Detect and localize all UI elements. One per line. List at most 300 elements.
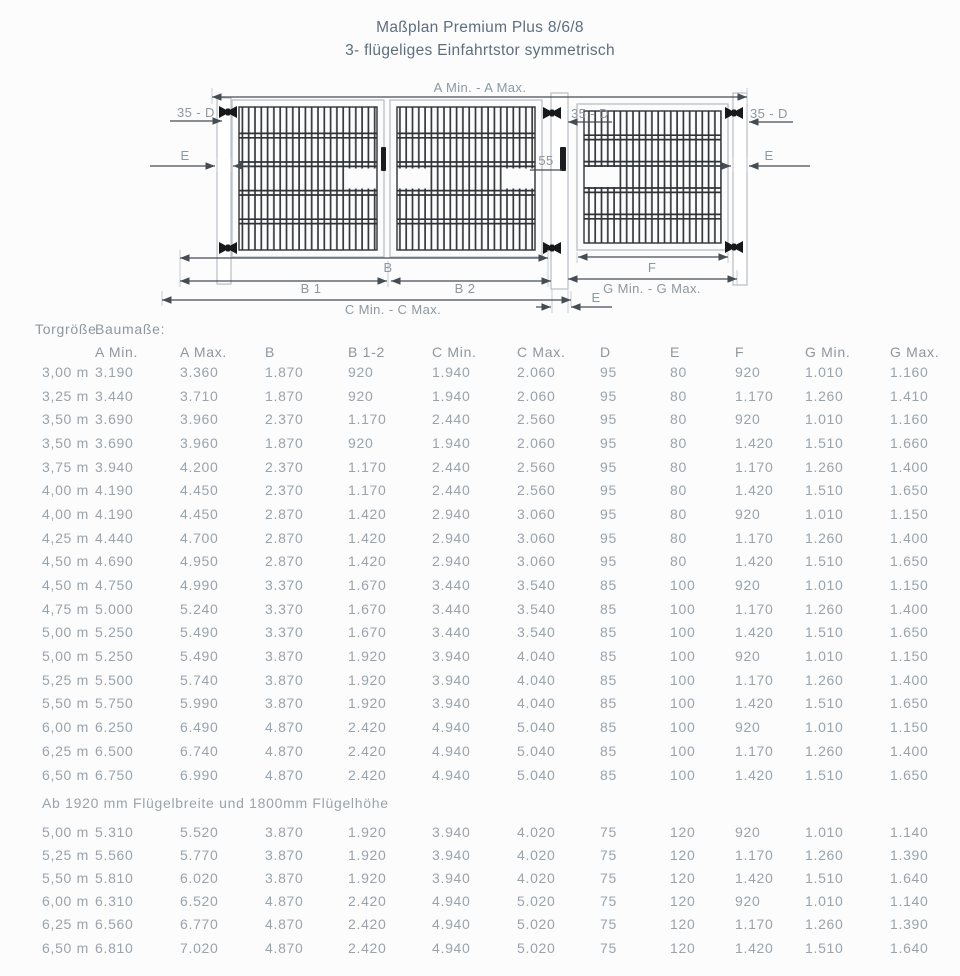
row-value: 95: [600, 411, 617, 428]
column-header: E: [670, 343, 681, 360]
table-row: [42, 739, 950, 763]
row-value: 1.870: [265, 363, 304, 380]
row-size: 3,50 m: [42, 411, 89, 428]
row-value: 2.420: [348, 916, 387, 933]
row-value: 1.010: [805, 577, 844, 594]
row-value: 4.020: [517, 869, 556, 886]
table-row: [42, 644, 950, 668]
row-value: 2.060: [517, 363, 556, 380]
column-header: D: [600, 343, 611, 360]
row-size: 4,00 m: [42, 482, 89, 499]
row-value: 100: [670, 600, 696, 617]
dim-label-e-bottom: E: [591, 290, 601, 305]
row-value: 2.940: [432, 529, 471, 546]
section-note: Ab 1920 mm Flügelbreite und 1800mm Flügelhöhe: [42, 795, 389, 811]
row-value: 1.170: [735, 671, 774, 688]
row-value: 80: [670, 387, 687, 404]
row-value: 1.920: [348, 823, 387, 840]
row-size: 6,25 m: [42, 742, 89, 759]
lock-gap: [398, 169, 428, 189]
row-value: 3.690: [95, 434, 134, 451]
row-value: 1.010: [805, 505, 844, 522]
header-torgroesse: Torgröße: [35, 321, 97, 337]
row-value: 3.710: [180, 387, 219, 404]
dim-label-55: 55: [538, 153, 554, 168]
gate-leaf: [232, 100, 384, 257]
row-value: 1.510: [805, 624, 844, 641]
row-value: 1.260: [805, 742, 844, 759]
column-header: A Max.: [180, 343, 227, 360]
table-row: [42, 573, 950, 597]
row-value: 3.940: [432, 823, 471, 840]
row-value: 1.390: [890, 916, 929, 933]
row-value: 1.640: [890, 939, 929, 956]
row-value: 4.940: [432, 766, 471, 783]
row-value: 85: [600, 695, 617, 712]
table-row: [42, 936, 950, 959]
row-value: 4.940: [432, 893, 471, 910]
row-size: 3,75 m: [42, 458, 89, 475]
row-value: 1.400: [890, 600, 929, 617]
row-value: 5.040: [517, 719, 556, 736]
row-value: 920: [735, 411, 761, 428]
row-value: 1.260: [805, 916, 844, 933]
row-value: 1.170: [735, 846, 774, 863]
row-value: 4.870: [265, 916, 304, 933]
row-value: 1.420: [735, 434, 774, 451]
row-value: 3.940: [432, 695, 471, 712]
dim-label-d-right: 35 - D: [750, 106, 788, 121]
row-value: 3.870: [265, 823, 304, 840]
row-value: 6.770: [180, 916, 219, 933]
row-value: 1.170: [348, 411, 387, 428]
row-value: 1.510: [805, 766, 844, 783]
row-value: 80: [670, 411, 687, 428]
column-header: B: [265, 343, 276, 360]
row-value: 3.370: [265, 577, 304, 594]
row-value: 80: [670, 529, 687, 546]
column-header: G Max.: [890, 343, 940, 360]
row-size: 4,75 m: [42, 600, 89, 617]
row-value: 2.060: [517, 387, 556, 404]
row-size: 3,25 m: [42, 387, 89, 404]
row-value: 2.420: [348, 742, 387, 759]
row-value: 2.560: [517, 482, 556, 499]
row-value: 3.440: [95, 387, 134, 404]
row-value: 1.170: [735, 742, 774, 759]
table-row: [42, 360, 950, 384]
gate-post: [733, 93, 747, 285]
row-value: 5.240: [180, 600, 219, 617]
row-value: 1.170: [348, 458, 387, 475]
row-size: 5,25 m: [42, 846, 89, 863]
row-value: 75: [600, 916, 617, 933]
table-row: [42, 478, 950, 502]
table-row: [42, 763, 950, 787]
row-value: 3.360: [180, 363, 219, 380]
row-value: 4.940: [432, 916, 471, 933]
row-value: 1.650: [890, 766, 929, 783]
row-value: 2.560: [517, 458, 556, 475]
row-value: 3.940: [95, 458, 134, 475]
row-size: 6,00 m: [42, 893, 89, 910]
row-value: 1.170: [348, 482, 387, 499]
row-value: 3.940: [432, 671, 471, 688]
row-value: 1.940: [432, 387, 471, 404]
row-value: 2.870: [265, 529, 304, 546]
row-value: 2.940: [432, 553, 471, 570]
row-value: 5.990: [180, 695, 219, 712]
row-value: 5.020: [517, 893, 556, 910]
row-value: 920: [735, 823, 761, 840]
row-value: 1.510: [805, 939, 844, 956]
row-value: 1.920: [348, 671, 387, 688]
row-value: 5.040: [517, 742, 556, 759]
row-size: 5,25 m: [42, 671, 89, 688]
table-row: [42, 431, 950, 455]
row-value: 5.490: [180, 648, 219, 665]
column-header: A Min.: [95, 343, 139, 360]
row-value: 1.420: [735, 553, 774, 570]
row-value: 1.940: [432, 434, 471, 451]
row-value: 1.170: [735, 916, 774, 933]
row-value: 1.940: [432, 363, 471, 380]
row-value: 85: [600, 648, 617, 665]
row-value: 1.870: [265, 387, 304, 404]
table-row: [42, 692, 950, 716]
row-value: 3.370: [265, 624, 304, 641]
row-value: 4.040: [517, 671, 556, 688]
row-value: 1.150: [890, 648, 929, 665]
table-section-1: [42, 360, 950, 786]
row-value: 6.750: [95, 766, 134, 783]
row-value: 1.510: [805, 434, 844, 451]
table-row: [42, 668, 950, 692]
row-value: 5.040: [517, 766, 556, 783]
row-value: 5.250: [95, 624, 134, 641]
row-value: 1.920: [348, 695, 387, 712]
row-value: 4.950: [180, 553, 219, 570]
table-row: [42, 913, 950, 936]
row-value: 6.490: [180, 719, 219, 736]
row-value: 3.060: [517, 553, 556, 570]
row-value: 1.920: [348, 846, 387, 863]
row-value: 1.140: [890, 893, 929, 910]
row-value: 1.400: [890, 458, 929, 475]
lock-gap: [504, 169, 534, 189]
row-value: 2.440: [432, 458, 471, 475]
row-value: 3.540: [517, 577, 556, 594]
row-value: 1.010: [805, 893, 844, 910]
row-size: 6,25 m: [42, 916, 89, 933]
gate-leaf: [577, 104, 728, 250]
row-size: 4,00 m: [42, 505, 89, 522]
table-row: [42, 597, 950, 621]
row-value: 5.810: [95, 869, 134, 886]
row-value: 3.940: [432, 846, 471, 863]
row-value: 1.670: [348, 577, 387, 594]
dim-label-e-left: E: [180, 148, 190, 163]
row-value: 1.420: [735, 482, 774, 499]
row-size: 3,00 m: [42, 363, 89, 380]
table-row: [42, 384, 950, 408]
row-value: 3.190: [95, 363, 134, 380]
row-value: 6.500: [95, 742, 134, 759]
row-value: 3.440: [432, 624, 471, 641]
row-value: 3.060: [517, 529, 556, 546]
row-value: 100: [670, 624, 696, 641]
row-value: 1.650: [890, 695, 929, 712]
row-size: 4,50 m: [42, 553, 89, 570]
row-value: 2.560: [517, 411, 556, 428]
row-value: 100: [670, 742, 696, 759]
row-value: 4.940: [432, 742, 471, 759]
gate-latch: [560, 147, 566, 171]
row-value: 75: [600, 846, 617, 863]
column-header: B 1-2: [348, 343, 385, 360]
gate-post: [217, 98, 231, 284]
row-value: 2.440: [432, 482, 471, 499]
row-value: 5.740: [180, 671, 219, 688]
row-value: 120: [670, 869, 696, 886]
row-value: 1.150: [890, 719, 929, 736]
row-value: 75: [600, 893, 617, 910]
row-value: 1.870: [265, 434, 304, 451]
dim-label-e-right: E: [764, 148, 774, 163]
row-value: 4.870: [265, 939, 304, 956]
row-value: 1.420: [348, 553, 387, 570]
row-value: 6.990: [180, 766, 219, 783]
row-value: 1.510: [805, 482, 844, 499]
row-value: 2.370: [265, 482, 304, 499]
row-value: 4.870: [265, 742, 304, 759]
row-value: 3.870: [265, 648, 304, 665]
row-value: 80: [670, 482, 687, 499]
row-value: 4.020: [517, 823, 556, 840]
row-value: 1.510: [805, 553, 844, 570]
row-value: 2.940: [432, 505, 471, 522]
row-value: 1.010: [805, 648, 844, 665]
row-value: 1.010: [805, 823, 844, 840]
dim-label-b2: B 2: [454, 281, 476, 296]
row-value: 75: [600, 823, 617, 840]
column-header: C Max.: [517, 343, 566, 360]
row-value: 5.750: [95, 695, 134, 712]
row-value: 100: [670, 719, 696, 736]
row-value: 1.420: [735, 695, 774, 712]
dim-label-d-left: 35 - D: [177, 105, 215, 120]
row-value: 2.420: [348, 766, 387, 783]
row-value: 4.870: [265, 893, 304, 910]
row-value: 1.150: [890, 505, 929, 522]
row-value: 5.250: [95, 648, 134, 665]
table-row: [42, 820, 950, 843]
row-value: 920: [735, 719, 761, 736]
lock-gap: [585, 167, 615, 187]
row-size: 5,50 m: [42, 869, 89, 886]
column-header: C Min.: [432, 343, 477, 360]
table-row: [42, 866, 950, 889]
row-value: 4.940: [432, 939, 471, 956]
row-value: 5.520: [180, 823, 219, 840]
row-value: 5.500: [95, 671, 134, 688]
row-value: 3.690: [95, 411, 134, 428]
row-value: 920: [348, 363, 374, 380]
row-value: 80: [670, 363, 687, 380]
row-value: 920: [735, 893, 761, 910]
row-value: 2.370: [265, 458, 304, 475]
row-value: 80: [670, 553, 687, 570]
row-value: 3.540: [517, 600, 556, 617]
row-size: 3,50 m: [42, 434, 89, 451]
lock-gap: [346, 169, 376, 189]
row-value: 6.020: [180, 869, 219, 886]
row-value: 1.420: [735, 939, 774, 956]
row-value: 100: [670, 577, 696, 594]
row-value: 4.750: [95, 577, 134, 594]
row-value: 5.560: [95, 846, 134, 863]
table-row: [42, 526, 950, 550]
row-size: 6,50 m: [42, 939, 89, 956]
gate-post: [551, 93, 568, 289]
row-value: 1.920: [348, 648, 387, 665]
row-size: 5,00 m: [42, 823, 89, 840]
row-value: 1.140: [890, 823, 929, 840]
row-value: 6.740: [180, 742, 219, 759]
dim-label-b1: B 1: [300, 281, 322, 296]
row-value: 95: [600, 387, 617, 404]
row-value: 3.940: [432, 869, 471, 886]
row-value: 3.870: [265, 869, 304, 886]
row-value: 5.020: [517, 916, 556, 933]
row-value: 1.420: [735, 766, 774, 783]
gate-structure: [217, 93, 747, 289]
row-value: 3.440: [432, 577, 471, 594]
row-value: 1.920: [348, 869, 387, 886]
row-value: 920: [735, 363, 761, 380]
row-value: 3.960: [180, 411, 219, 428]
title-line-2: 3- flügeliges Einfahrtstor symmetrisch: [345, 42, 615, 59]
row-value: 75: [600, 939, 617, 956]
row-value: 80: [670, 505, 687, 522]
row-value: 1.260: [805, 600, 844, 617]
row-value: 7.020: [180, 939, 219, 956]
row-value: 1.420: [348, 529, 387, 546]
table-row: [42, 502, 950, 526]
row-value: 6.810: [95, 939, 134, 956]
row-value: 3.440: [432, 600, 471, 617]
table-row: [42, 890, 950, 913]
row-value: 1.650: [890, 624, 929, 641]
row-value: 1.510: [805, 695, 844, 712]
row-value: 1.390: [890, 846, 929, 863]
row-value: 3.870: [265, 671, 304, 688]
title-line-1: Maßplan Premium Plus 8/6/8: [376, 19, 584, 36]
row-value: 5.000: [95, 600, 134, 617]
row-value: 4.450: [180, 482, 219, 499]
row-value: 1.660: [890, 434, 929, 451]
gate-latch: [381, 147, 386, 171]
row-value: 5.310: [95, 823, 134, 840]
row-value: 1.010: [805, 719, 844, 736]
row-value: 920: [735, 577, 761, 594]
row-value: 4.040: [517, 648, 556, 665]
row-value: 1.260: [805, 529, 844, 546]
row-value: 120: [670, 893, 696, 910]
row-value: 95: [600, 529, 617, 546]
table-row: [42, 455, 950, 479]
row-value: 4.190: [95, 482, 134, 499]
row-value: 120: [670, 846, 696, 863]
row-value: 2.440: [432, 411, 471, 428]
row-value: 100: [670, 695, 696, 712]
row-value: 4.690: [95, 553, 134, 570]
column-header: F: [735, 343, 745, 360]
row-value: 85: [600, 577, 617, 594]
row-value: 120: [670, 916, 696, 933]
row-value: 100: [670, 671, 696, 688]
row-value: 5.020: [517, 939, 556, 956]
row-value: 3.370: [265, 600, 304, 617]
row-value: 85: [600, 671, 617, 688]
table-row: [42, 407, 950, 431]
row-value: 1.400: [890, 529, 929, 546]
table-section-2: [42, 820, 950, 959]
row-value: 120: [670, 823, 696, 840]
row-value: 2.060: [517, 434, 556, 451]
row-value: 3.540: [517, 624, 556, 641]
row-value: 1.150: [890, 577, 929, 594]
row-value: 2.420: [348, 893, 387, 910]
row-value: 5.490: [180, 624, 219, 641]
row-value: 4.200: [180, 458, 219, 475]
row-size: 5,00 m: [42, 624, 89, 641]
row-value: 920: [348, 434, 374, 451]
row-size: 6,00 m: [42, 719, 89, 736]
row-value: 120: [670, 939, 696, 956]
row-value: 920: [735, 648, 761, 665]
row-value: 4.020: [517, 846, 556, 863]
row-value: 2.370: [265, 411, 304, 428]
row-value: 1.670: [348, 624, 387, 641]
row-value: 85: [600, 600, 617, 617]
row-value: 100: [670, 648, 696, 665]
row-value: 1.260: [805, 387, 844, 404]
row-value: 4.870: [265, 766, 304, 783]
row-value: 1.420: [735, 869, 774, 886]
row-size: 6,50 m: [42, 766, 89, 783]
row-value: 1.010: [805, 363, 844, 380]
row-value: 1.170: [735, 529, 774, 546]
row-value: 95: [600, 434, 617, 451]
header-baumasse: Baumaße:: [95, 321, 166, 337]
row-value: 85: [600, 742, 617, 759]
row-value: 4.940: [432, 719, 471, 736]
row-value: 95: [600, 363, 617, 380]
row-value: 1.260: [805, 846, 844, 863]
row-value: 85: [600, 766, 617, 783]
row-value: 6.560: [95, 916, 134, 933]
row-value: 2.420: [348, 719, 387, 736]
row-value: 4.450: [180, 505, 219, 522]
row-value: 85: [600, 624, 617, 641]
row-value: 920: [735, 505, 761, 522]
row-value: 95: [600, 482, 617, 499]
row-value: 1.260: [805, 671, 844, 688]
row-value: 3.870: [265, 846, 304, 863]
dim-label-g: G Min. - G Max.: [603, 281, 701, 296]
row-value: 100: [670, 766, 696, 783]
